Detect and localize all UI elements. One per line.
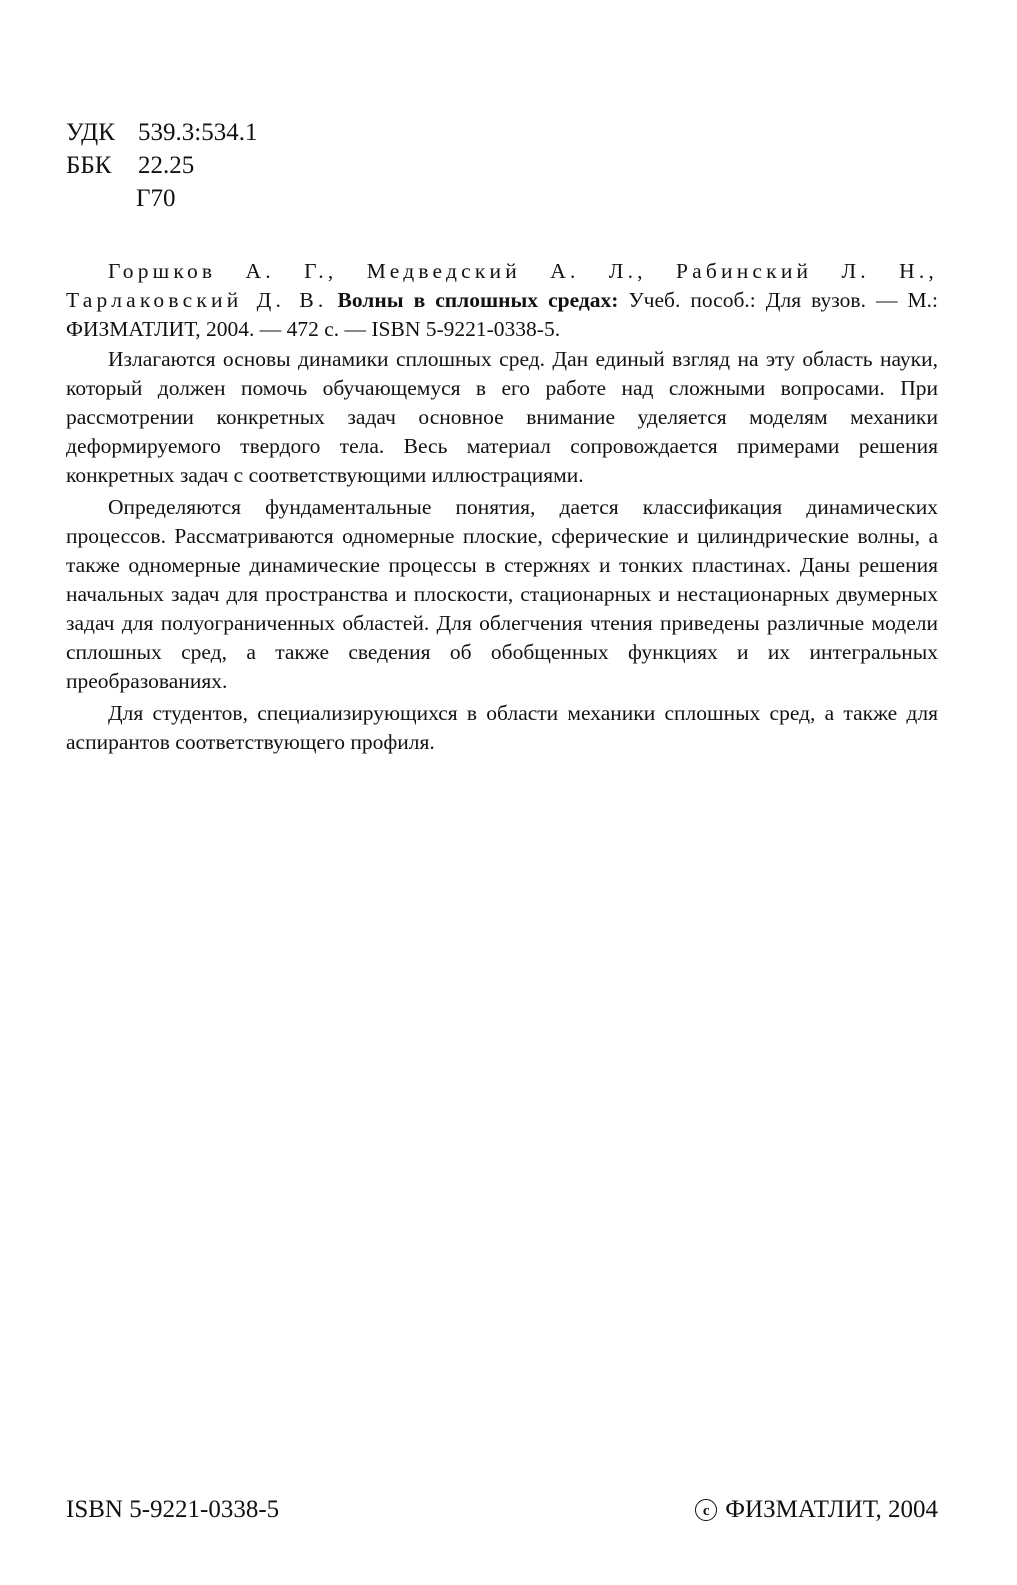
bbk-label: ББК [66, 152, 112, 179]
isbn: ISBN 5-9221-0338-5 [66, 1496, 280, 1523]
abstract-paragraph: Излагаются основы динамики сплошных сред. Дан единый взгляд на эту область науки, который должен помочь обучающемуся в его работе над сложными вопросами. При рассмотрении конкретных задач основное внимание уделяется моделям механики деформируемого твердого тела. Весь материал сопровождается примерами решения конкретных задач с соответствующими иллюстрациями. [66, 347, 938, 487]
book-title: Волны в сплошных средах: [337, 288, 619, 312]
bibliographic-record [66, 257, 938, 344]
library-classification-block [66, 116, 257, 215]
copyright [695, 1494, 938, 1526]
abstract-paragraph: Для студентов, специализирующихся в области механики сплошных сред, а также для аспирантов соответствующего профиля. [66, 701, 938, 754]
author-fourth: Тарлаковский Д. В. [66, 288, 328, 312]
bbk-value: 22.25 [138, 152, 195, 179]
imprint-footer [66, 1494, 938, 1526]
abstract [66, 345, 938, 760]
abstract-paragraph: Определяются фундаментальные понятия, дается классификация динамических процессов. Рассматриваются одномерные плоские, сферические и цилиндрические волны, а также одномерные динамические процессы в стержнях и тонких пластинах. Даны решения начальных задач для пространства и плоскости, стационарных и нестационарных двумерных задач для полуограниченных областей. Для облегчения чтения приведены различные модели сплошных сред, а также сведения об обобщенных функциях и их интегральных преобразованиях. [66, 495, 938, 693]
copyright-text: ФИЗМАТЛИТ, 2004 [725, 1496, 938, 1523]
copyright-icon: c [695, 1499, 717, 1521]
udk-value: 539.3:534.1 [138, 119, 258, 146]
authors-line: Горшков А. Г., Медведский А. Л., Рабинский Л. Н., [108, 259, 938, 283]
author-mark: Г70 [136, 185, 176, 212]
udk-line [66, 116, 257, 149]
bbk-line [66, 149, 257, 182]
publication-details: Учеб. пособ.: Для вузов. — М.: ФИЗМАТЛИТ, 2004. — 472 с. — ISBN 5-9221-0338-5. [66, 288, 938, 341]
udk-label: УДК [66, 119, 115, 146]
